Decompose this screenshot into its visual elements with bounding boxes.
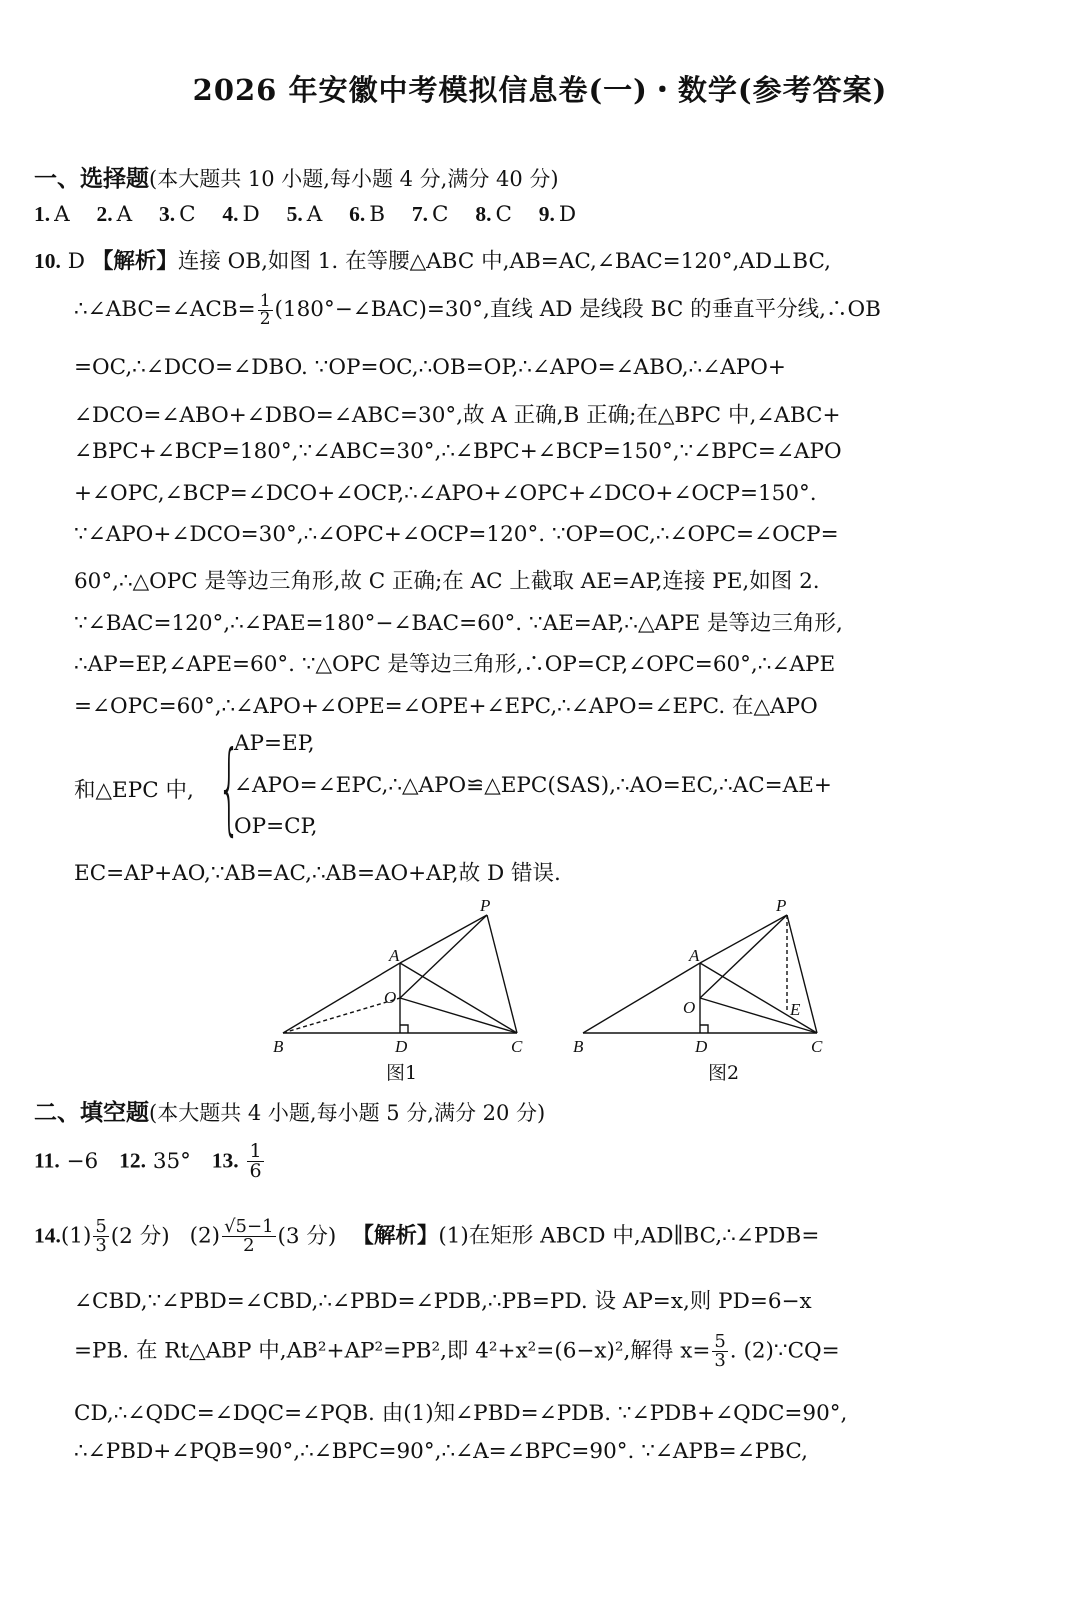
q14-line-3 [74,1333,1046,1370]
q-answer: D [242,202,260,227]
q14-line-1 [34,1218,1046,1255]
q14-text: =PB. 在 Rt△ABP 中,AB²+AP²=PB²,即 4²+x²=(6−x)²,解得 x= [74,1338,711,1364]
q-answer: A [116,202,133,227]
q11-number: 11. [34,1148,60,1173]
q14-part-1-score: (2 分) [110,1223,170,1249]
q11-answer: −6 [66,1148,99,1174]
label-b: B [273,1037,284,1056]
page-title: 2026 年安徽中考模拟信息卷(一)・数学(参考答案) [192,73,888,107]
q14-text: . (2)∵CQ= [729,1338,840,1364]
q14-part-2-score: (3 分) [277,1223,337,1249]
label-d: D [395,1037,408,1056]
segment-ob-dashed [283,998,400,1033]
figure-2 [565,895,845,1060]
label-a: A [689,946,700,965]
section-note: (本大题共 4 小题,每小题 5 分,满分 20 分) [149,1101,546,1125]
section-label: 一、选择题 [34,165,149,192]
label-o: O [384,988,397,1007]
section-heading-fill [34,1094,545,1127]
q-answer: C [179,202,196,227]
q-number: 3. [159,202,176,226]
q10-number: 10. [34,249,61,273]
right-angle-mark [700,1025,708,1033]
q10-text: 连接 OB,如图 1. 在等腰△ABC 中,AB=AC,∠BAC=120°,AD⊥BC, [177,249,831,274]
q14-text: (1)在矩形 ABCD 中,AD∥BC,∴∠PDB= [438,1223,820,1249]
label-c: C [511,1037,523,1056]
left-brace: { [218,729,241,846]
fraction-numerator: 5 [95,1216,107,1237]
q10-analysis-label: 【解析】 [91,249,178,274]
label-c: C [811,1037,823,1056]
q-number: 7. [411,202,429,226]
q-number: 9. [538,202,555,226]
label-o: O [683,998,696,1017]
fraction-denominator: 6 [249,1160,262,1182]
q-answer: A [306,202,323,227]
fraction-numerator: 1 [249,1140,262,1162]
segment-ac [400,963,517,1033]
q14-number: 14. [34,1223,61,1248]
label-p: P [776,896,787,915]
segment-ac [700,963,817,1033]
q10-text: (180°−∠BAC)=30°,直线 AD 是线段 BC 的垂直平分线,∴OB [274,297,881,322]
q13-number: 13. [211,1148,239,1173]
fraction-denominator: 3 [95,1235,107,1256]
q14-solution-fraction [712,1333,727,1370]
right-angle-mark [400,1025,408,1033]
q10-line-6: +∠OPC,∠BCP=∠DCO+∠OCP,∴∠APO+∠OPC+∠DCO+∠OCP=150°. [74,481,817,506]
label-p: P [480,896,491,915]
q10-line-5: ∠BPC+∠BCP=180°,∵∠ABC=30°,∴∠BPC+∠BCP=150°,∵∠BPC=∠APO [74,439,842,464]
q10-line-7: ∵∠APO+∠DCO=30°,∴∠OPC+∠OCP=120°. ∵OP=OC,∴∠OPC=∠OCP= [74,522,839,547]
label-d: D [695,1037,708,1056]
q10-line-2 [74,292,1046,328]
label-b: B [573,1037,584,1056]
q10-line-9: ∵∠BAC=120°,∴∠PAE=180°−∠BAC=60°. ∵AE=AP,∴△APE 是等边三角形, [74,611,843,636]
q-answer: B [369,202,386,227]
section-heading-choice [34,160,559,193]
q10-line-13: EC=AP+AO,∵AB=AC,∴AB=AO+AP,故 D 错误. [74,861,561,886]
q10-line-1 [34,244,1046,275]
label-e: E [790,1000,801,1019]
q10-answer: D [67,249,85,274]
fraction-numerator: 5 [714,1331,726,1352]
label-a: A [389,946,400,965]
q14-part-1: (1) [60,1223,92,1249]
q-number: 4. [222,202,239,226]
q14-line-5: ∴∠PBD+∠PQB=90°,∴∠BPC=90°,∴∠A=∠BPC=90°. ∵∠APB=∠PBC, [74,1439,808,1464]
fraction-half [258,290,273,329]
q10-line-4: ∠DCO=∠ABO+∠DBO=∠ABC=30°,故 A 正确,B 正确;在△BPC 中,∠ABC+ [74,403,841,428]
fraction-denominator: 2 [243,1235,255,1256]
section-label: 二、填空题 [34,1099,149,1126]
q-answer: C [432,202,449,227]
figure-1 [265,895,545,1060]
q10-line-8: 60°,∴△OPC 是等边三角形,故 C 正确;在 AC 上截取 AE=AP,连接 PE,如图 2. [74,569,820,594]
q-answer: C [495,202,512,227]
q14-part-2-fraction [222,1218,275,1255]
q-number: 6. [349,202,366,226]
fraction-denominator: 3 [714,1350,726,1371]
q10-line-12-prefix: 和△EPC 中, [74,778,194,803]
q14-analysis-label: 【解析】 [352,1223,439,1249]
q10-line-11: =∠OPC=60°,∴∠APO+∠OPE=∠OPE+∠EPC,∴∠APO=∠EPC. 在△APO [74,694,818,719]
mc-answer-row [34,202,1046,227]
q13-answer-fraction [247,1142,263,1181]
fill-answer-row [34,1142,1046,1181]
q-number: 8. [475,202,492,226]
segment-oc [400,998,517,1033]
q14-part-2: (2) [189,1223,221,1249]
q-number: 2. [96,202,113,226]
fraction-numerator: 1 [259,290,271,311]
equation-system-row-2: ∠APO=∠EPC,∴△APO≌△EPC(SAS),∴AO=EC,∴AC=AE+ [234,773,832,798]
q14-line-2: ∠CBD,∵∠PBD=∠CBD,∴∠PBD=∠PDB,∴PB=PD. 设 AP=x,则 PD=6−x [74,1289,812,1314]
q14-line-4: CD,∴∠QDC=∠DQC=∠PQB. 由(1)知∠PBD=∠PDB. ∵∠PDB+∠QDC=90°, [74,1401,848,1426]
q-answer: A [54,202,70,227]
q14-part-1-fraction [93,1218,108,1255]
q10-line-3: =OC,∴∠DCO=∠DBO. ∵OP=OC,∴OB=OP,∴∠APO=∠ABO,∴∠APO+ [74,355,786,380]
equation-system-row-1: AP=EP, [234,731,315,756]
segment-ba [283,963,400,1033]
q10-text: ∴∠ABC=∠ACB= [74,297,256,322]
equation-system-row-3: OP=CP, [234,814,318,839]
q12-number: 12. [119,1148,146,1173]
figure-1-caption: 图1 [386,1062,418,1084]
figure-2-caption: 图2 [708,1062,740,1084]
section-note: (本大题共 10 小题,每小题 4 分,满分 40 分) [149,167,559,191]
q-number: 1. [34,202,51,226]
fraction-numerator: √5−1 [224,1216,274,1237]
q12-answer: 35° [152,1148,191,1174]
q10-line-10: ∴AP=EP,∠APE=60°. ∵△OPC 是等边三角形,∴OP=CP,∠OPC=60°,∴∠APE [74,652,836,677]
segment-pc [487,915,517,1033]
fraction-denominator: 2 [259,308,271,329]
q-answer: D [558,202,577,227]
q-number: 5. [286,202,303,226]
